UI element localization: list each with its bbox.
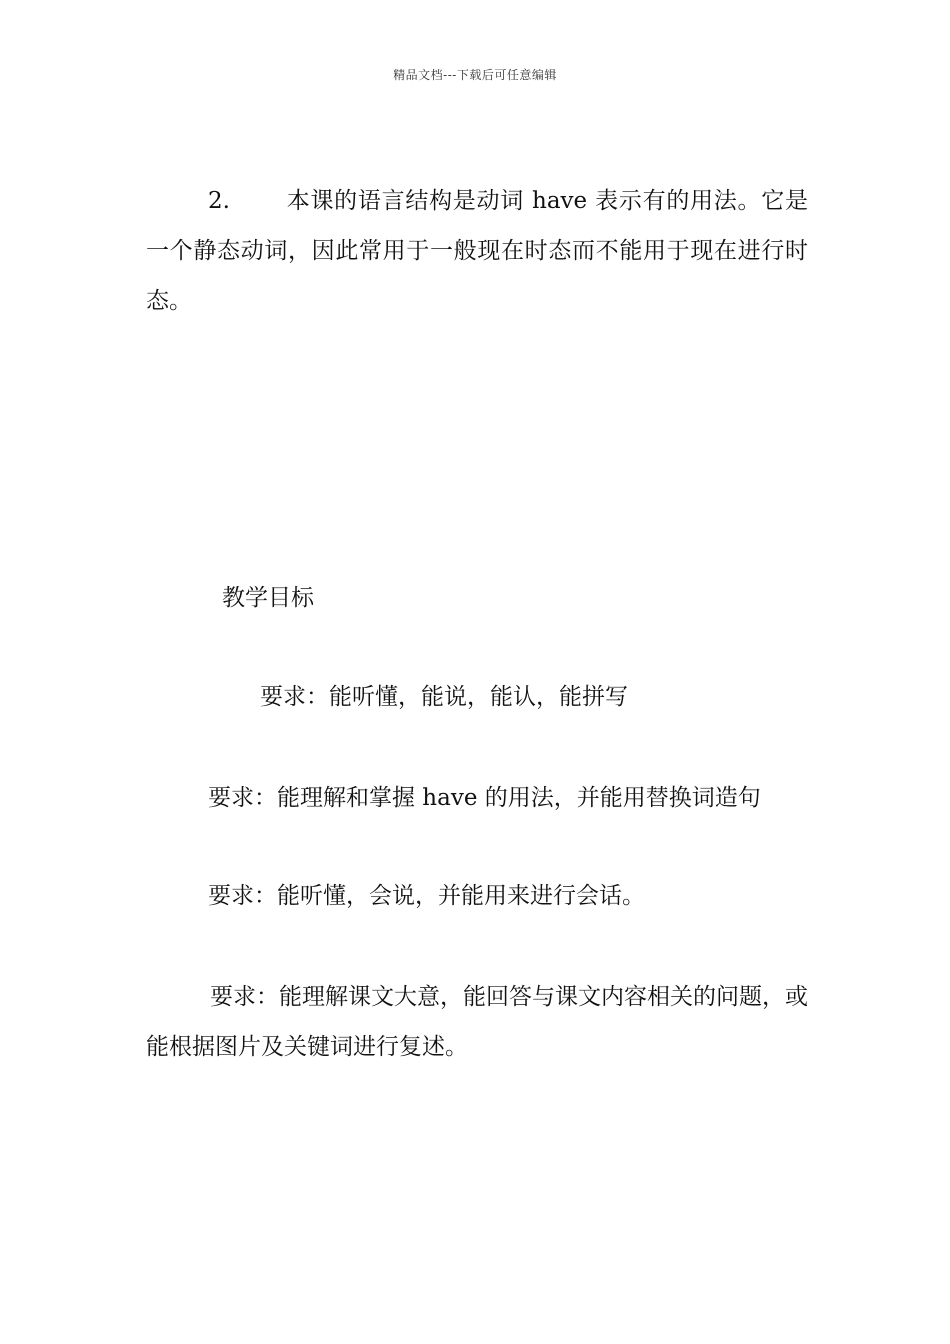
- objectives-heading: 教学目标: [222, 585, 314, 611]
- requirement-1: 要求：能听懂，能说，能认，能拼写: [260, 684, 628, 710]
- requirement-3: 要求：能听懂，会说，并能用来进行会话。: [208, 883, 645, 909]
- paragraph-text: 本课的语言结构是动词 have 表示有的用法。它是一个静态动词，因此常用于一般现在时态而不能用于现在进行时态。: [146, 188, 808, 314]
- requirement-4: [146, 972, 808, 1072]
- requirement-2: 要求：能理解和掌握 have 的用法，并能用替换词造句: [208, 785, 761, 811]
- paragraph-language-structure: [146, 176, 808, 326]
- requirement-4-text: 要求：能理解课文大意，能回答与课文内容相关的问题，或能根据图片及关键词进行复述。: [146, 984, 808, 1060]
- document-header: 精品文档---下载后可任意编辑: [393, 68, 557, 82]
- item-number: 2.: [208, 188, 230, 214]
